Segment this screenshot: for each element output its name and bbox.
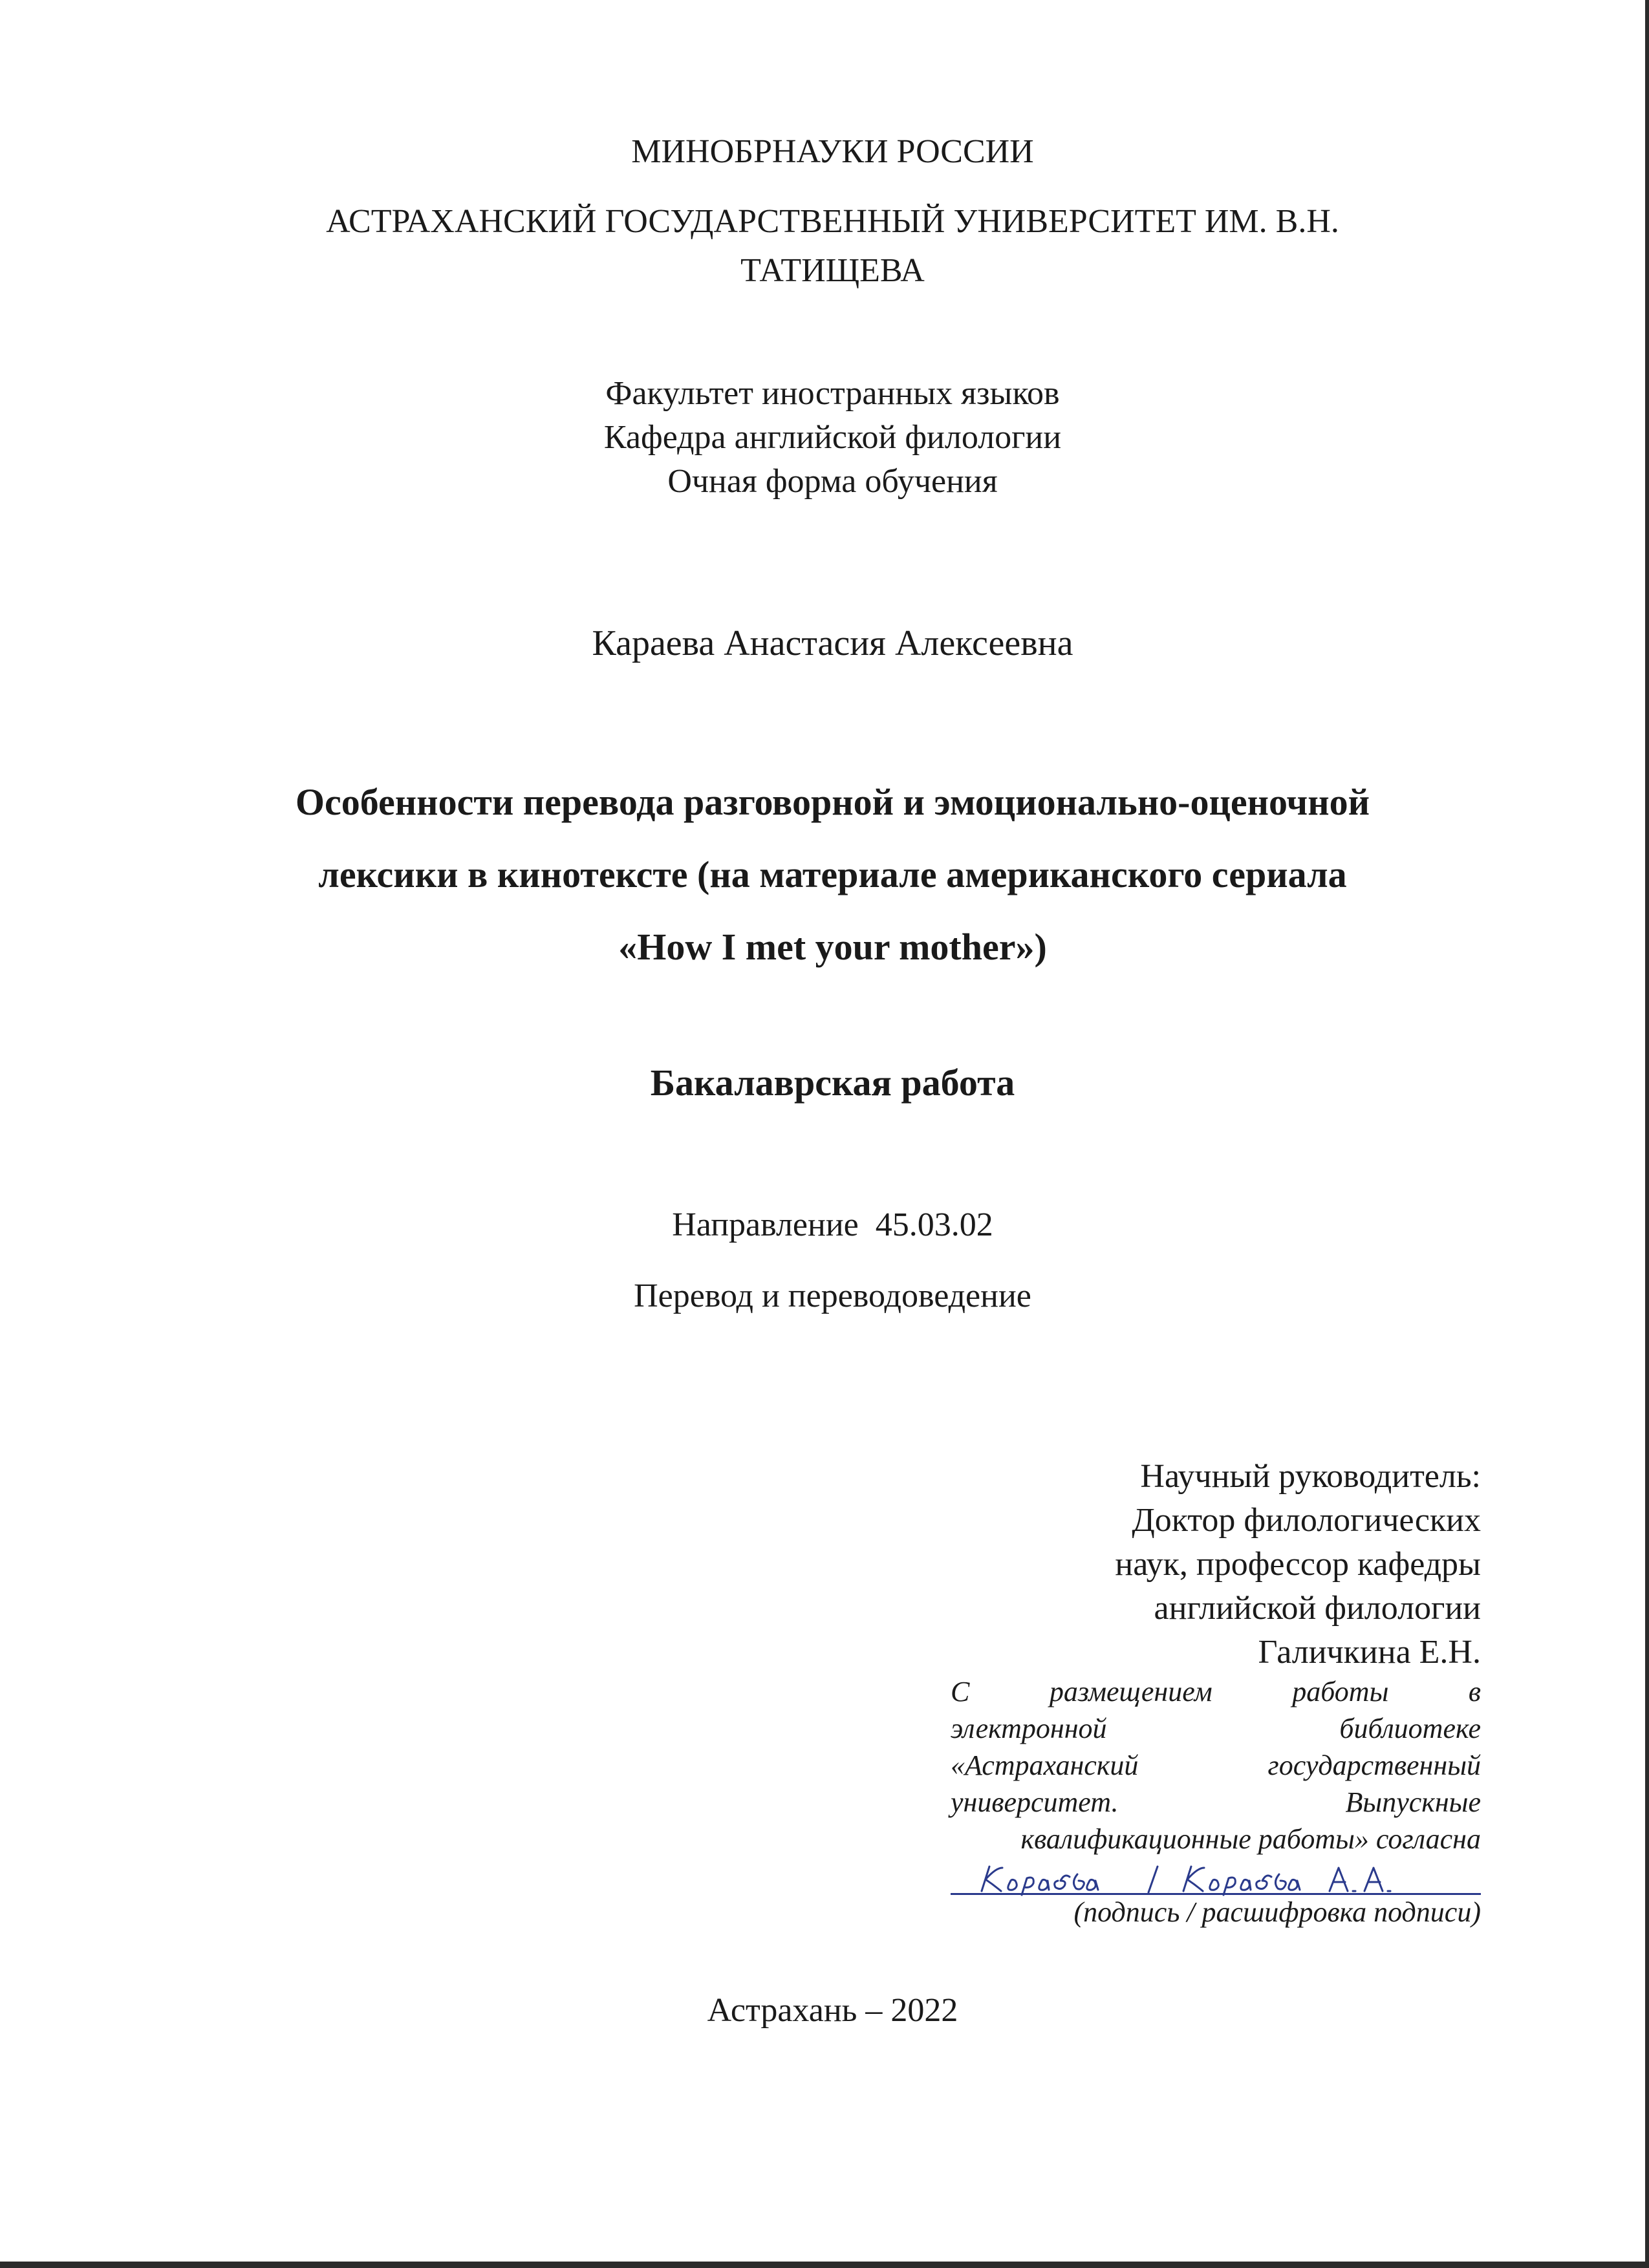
signature-caption — [951, 1894, 1481, 1931]
work-type-text: Бакалаврская работа — [650, 1062, 1015, 1104]
author-text: Караева Анастасия Алексеевна — [592, 623, 1073, 663]
direction-name — [194, 1270, 1471, 1322]
faculty-text: Факультет иностранных языков — [605, 375, 1060, 412]
consent-line-3: «Астраханский государственный — [951, 1749, 1481, 1781]
ministry-text: МИНОБРНАУКИ РОССИИ — [631, 133, 1034, 170]
ministry-heading — [194, 126, 1471, 178]
signature-caption-text: (подпись / расшифровка подписи) — [1073, 1896, 1481, 1928]
title-line-2: лексики в кинотексте (на материале американского сериала — [318, 853, 1347, 895]
chair-text: Кафедра английской филологии — [603, 419, 1062, 456]
supervisor-block — [951, 1455, 1481, 1674]
direction-name-text: Перевод и переводоведение — [634, 1278, 1031, 1314]
thesis-title — [194, 766, 1471, 983]
scan-edge-bottom — [0, 2262, 1649, 2268]
scan-edge-right — [1645, 0, 1649, 2268]
supervisor-name: Галичкина Е.Н. — [1258, 1634, 1481, 1671]
title-line-1: Особенности перевода разговорной и эмоционально-оценочной — [295, 781, 1370, 823]
signature-field — [951, 1859, 1481, 1898]
university-heading — [194, 197, 1471, 295]
city-year-text: Астрахань – 2022 — [707, 1992, 958, 2029]
department-block — [194, 372, 1471, 504]
direction-code — [194, 1199, 1471, 1251]
university-line-2: ТАТИЩЕВА — [740, 252, 925, 289]
supervisor-label: Научный руководитель: — [1140, 1458, 1481, 1495]
university-line-1: АСТРАХАНСКИЙ ГОСУДАРСТВЕННЫЙ УНИВЕРСИТЕТ ИМ. В.Н. — [326, 203, 1339, 240]
consent-line-2: электронной библиотеке — [951, 1713, 1481, 1744]
consent-statement — [951, 1673, 1481, 1857]
city-year — [194, 1985, 1471, 2037]
direction-code-text: Направление 45.03.02 — [672, 1206, 993, 1243]
study-form-text: Очная форма обучения — [667, 463, 998, 500]
consent-line-4: университет. Выпускные — [951, 1786, 1481, 1818]
supervisor-degree-1: Доктор филологических — [1132, 1502, 1481, 1539]
consent-line-1: С размещением работы в — [951, 1676, 1481, 1707]
work-type — [194, 1057, 1471, 1109]
supervisor-degree-2: наук, профессор кафедры — [1115, 1546, 1481, 1583]
title-line-3: «How I met your mother») — [618, 926, 1047, 968]
author-name — [194, 617, 1471, 669]
consent-line-5: квалификационные работы» согласна — [1020, 1823, 1481, 1855]
handwritten-signature — [951, 1859, 1481, 1898]
supervisor-degree-3: английской филологии — [1154, 1590, 1481, 1627]
